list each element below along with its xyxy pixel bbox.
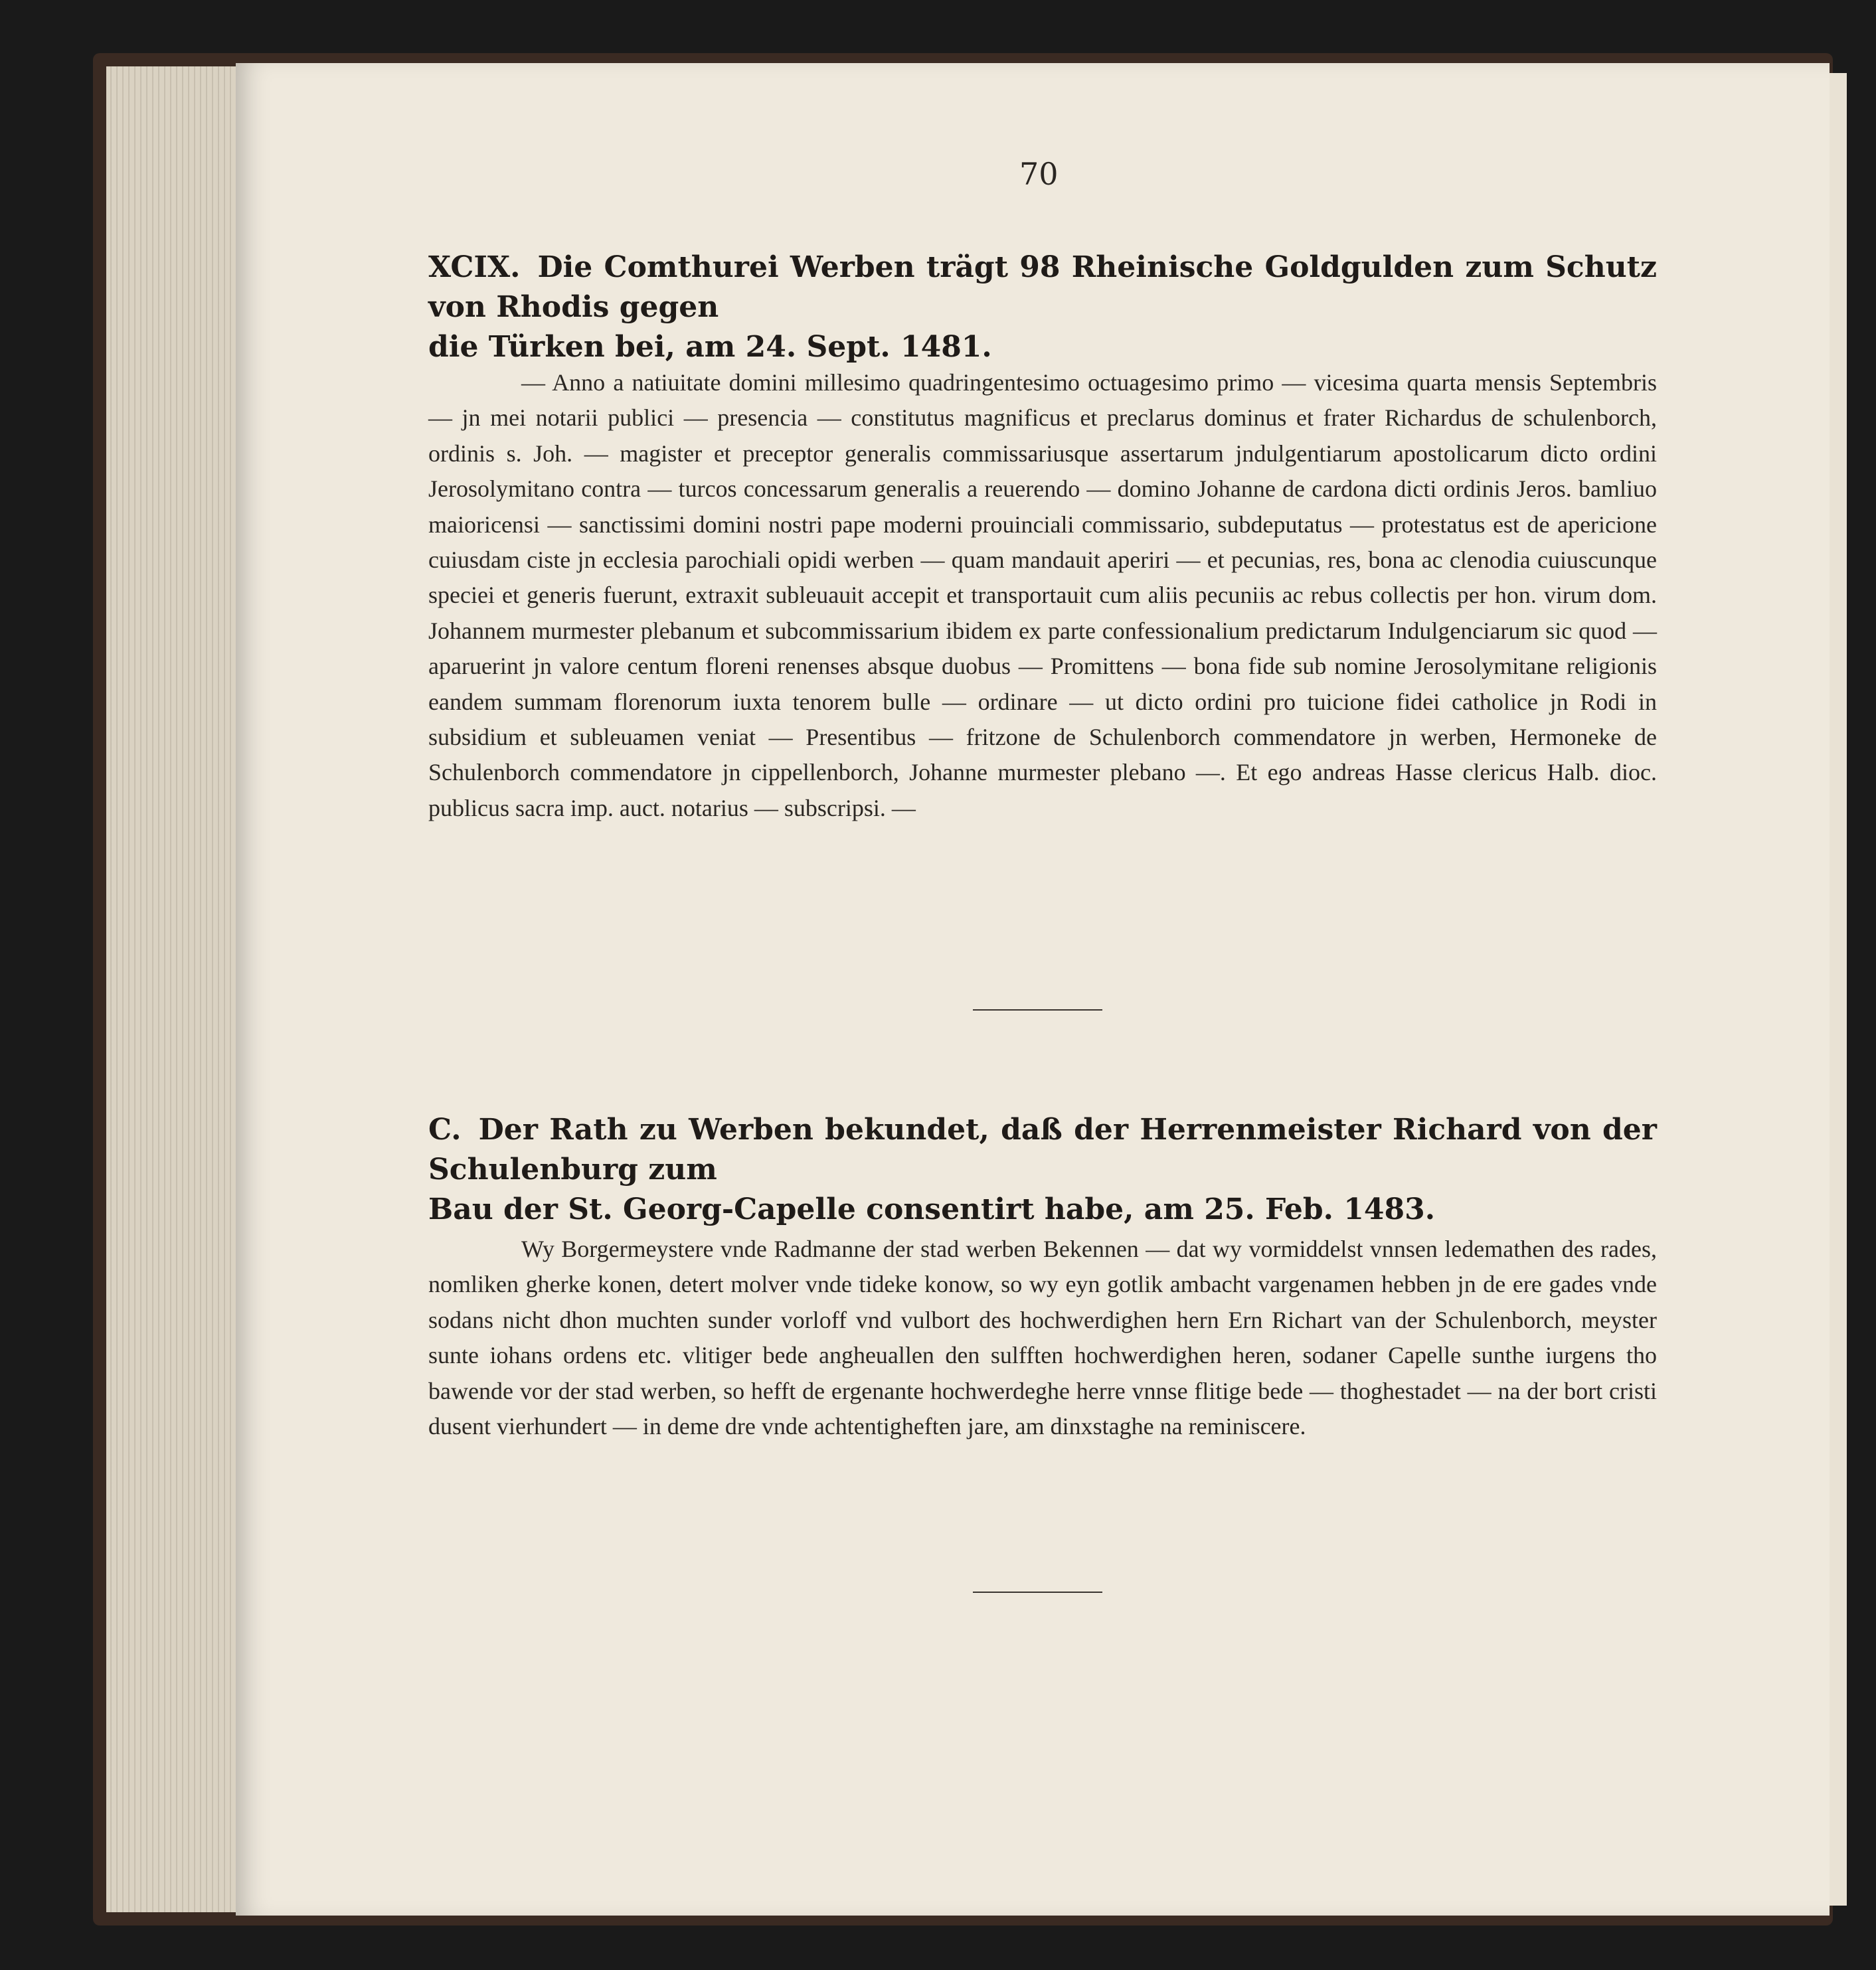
section-heading-xcix <box>428 248 1657 367</box>
heading-line-1: Der Rath zu Werben bekundet, daß der Herrenmeister Richard von der Schulenburg zum <box>428 1113 1657 1187</box>
heading-line-1: Die Comthurei Werben trägt 98 Rheinische Goldgulden zum Schutz von Rhodis gegen <box>428 250 1657 324</box>
end-divider <box>973 1592 1102 1593</box>
page <box>236 63 1830 1916</box>
section-number: XCIX. <box>428 250 521 284</box>
page-edges <box>106 66 240 1912</box>
paragraph: Wy Borgermeystere vnde Radmanne der stad werben Bekennen — dat wy vormiddelst vnnsen ledemathen des rades, nomliken gherke konen, detert molver vnde tideke konow, so wy eyn gotlik ambacht vargenamen hebben jn de ere gades vnde sodans nicht dhon muchten sunder vorloff vnd vulbort des hochwerdighen hern Ern Richart van der Schulenborch, meyster sunte iohans ordens etc. vlitiger bede angheuallen den sulfften hochwerdighen heren, sodaner Capelle sunthe iurgens tho bawende vor der stad werben, so hefft de ergenante hochwerdeghe herre vnnse flitige bede — thoghestadet — na der bort cristi dusent vierhundert — in deme dre vnde achtentigheften jare, am dinxstaghe na reminiscere. <box>428 1236 1657 1440</box>
section-number: C. <box>428 1113 462 1147</box>
heading-line-2: Bau der St. Georg-Capelle consentirt habe, am 25. Feb. 1483. <box>428 1192 1436 1226</box>
section-text-c <box>428 1232 1657 1444</box>
heading-line-2: die Türken bei, am 24. Sept. 1481. <box>428 330 992 364</box>
paragraph: — Anno a natiuitate domini millesimo quadringentesimo octuagesimo primo — vicesima quarta mensis Septembris — jn mei notarii publici — presencia — constitutus magnificus et preclarus dominus et frater Richardus de schulenborch, ordinis s. Joh. — magister et preceptor generalis commissariusque assertarum jndulgentiarum apostolicarum dicto ordini Jerosolymitano contra — turcos concessarum generalis a reuerendo — domino Johanne de cardona dicti ordinis Jeros. bamliuo maioricensi — sanctissimi domini nostri pape moderni prouinciali commissario, subdeputatus — protestatus est de apericione cuiusdam ciste jn ecclesia parochiali opidi werben — quam mandauit aperiri — et pecunias, res, bona ac clenodia cuiuscunque speciei et generis fuerunt, extraxit subleuauit accepit et transportauit cum aliis pecuniis ac rebus collectis per hon. virum dom. Johannem murmester plebanum et subcommissarium ibidem ex parte confessionalium predictarum Indulgenciarum sic quod — aparuerint jn valore centum floreni renenses absque duobus — Promittens — bona fide sub nomine Jerosolymitane religionis eandem summam florenorum iuxta tenorem bulle — ordinare — ut dicto ordini pro tuicione fidei catholice jn Rodi in subsidium et subleuamen veniat — Presentibus — fritzone de Schulenborch commendatore jn werben, Hermoneke de Schulenborch commendatore jn cippellenborch, Johanne murmester plebano —. Et ego andreas Hasse clericus Halb. dioc. publicus sacra imp. auct. notarius — subscripsi. — <box>428 369 1657 821</box>
page-number: 70 <box>1019 156 1059 192</box>
section-divider <box>973 1009 1102 1011</box>
section-text-xcix <box>428 365 1657 826</box>
section-heading-c <box>428 1110 1657 1230</box>
